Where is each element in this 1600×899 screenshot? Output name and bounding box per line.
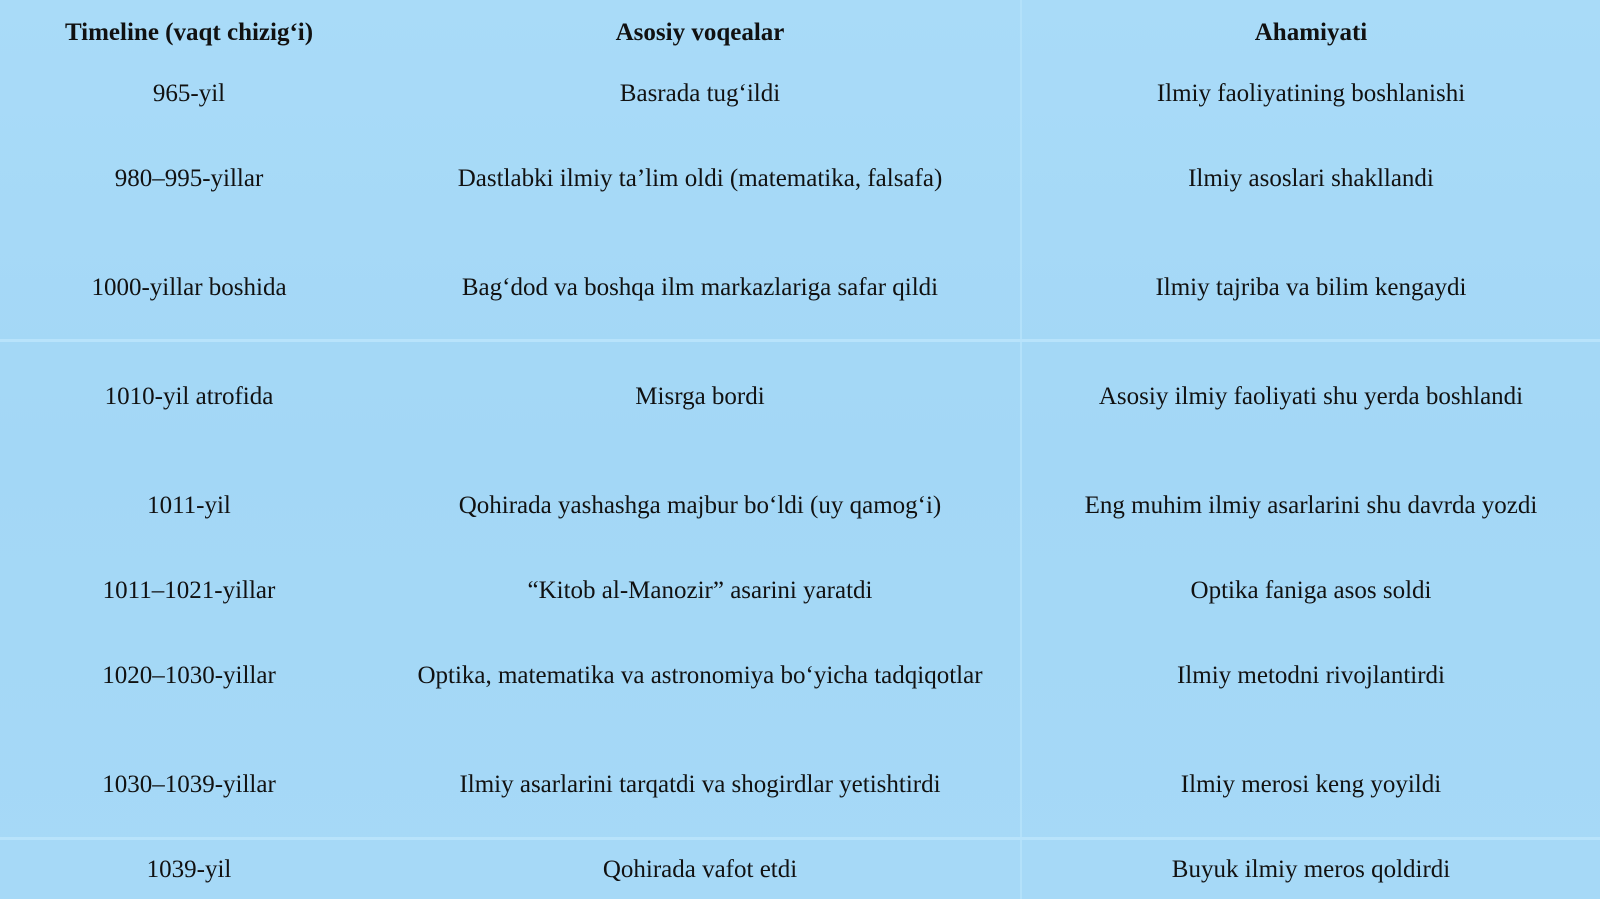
header-main-events: Asosiy voqealar bbox=[615, 19, 785, 46]
table-row-3-timeline: 1000-yillar boshida bbox=[91, 274, 287, 301]
column-divider bbox=[1020, 0, 1022, 899]
table-row-2-event: Dastlabki ilmiy ta’lim oldi (matematika, falsafa) bbox=[457, 165, 943, 192]
header-significance: Ahamiyati bbox=[1254, 19, 1368, 46]
table-row-5-significance: Eng muhim ilmiy asarlarini shu davrda yozdi bbox=[1084, 492, 1538, 519]
table-row-2-significance: Ilmiy asoslari shakllandi bbox=[1188, 165, 1434, 192]
table-row-1-significance: Ilmiy faoliyatining boshlanishi bbox=[1156, 80, 1466, 107]
table-row-9-timeline: 1039-yil bbox=[146, 856, 232, 883]
table-row-7-significance: Ilmiy metodni rivojlantirdi bbox=[1176, 662, 1446, 689]
table-row-5-timeline: 1011-yil bbox=[147, 492, 231, 519]
row-divider bbox=[0, 837, 1600, 840]
table-row-1-timeline: 965-yil bbox=[152, 80, 226, 107]
table-row-7-timeline: 1020–1030-yillar bbox=[102, 662, 276, 689]
table-row-9-significance: Buyuk ilmiy meros qoldirdi bbox=[1171, 856, 1451, 883]
table-row-8-event: Ilmiy asarlarini tarqatdi va shogirdlar yetishtirdi bbox=[459, 771, 941, 798]
table-row-6-timeline: 1011–1021-yillar bbox=[102, 577, 276, 604]
row-divider bbox=[0, 339, 1600, 342]
table-row-3-significance: Ilmiy tajriba va bilim kengaydi bbox=[1155, 274, 1467, 301]
table-row-1-event: Basrada tug‘ildi bbox=[619, 80, 781, 107]
table-row-4-timeline: 1010-yil atrofida bbox=[104, 383, 274, 410]
table-row-9-event: Qohirada vafot etdi bbox=[602, 856, 798, 883]
table-row-4-significance: Asosiy ilmiy faoliyati shu yerda boshlandi bbox=[1098, 383, 1524, 410]
table-row-8-timeline: 1030–1039-yillar bbox=[102, 771, 276, 798]
table-row-2-timeline: 980–995-yillar bbox=[114, 165, 264, 192]
table-row-6-event: “Kitob al-Manozir” asarini yaratdi bbox=[527, 577, 873, 604]
table-row-7-event: Optika, matematika va astronomiya bo‘yicha tadqiqotlar bbox=[417, 662, 983, 689]
table-row-6-significance: Optika faniga asos soldi bbox=[1190, 577, 1432, 604]
table-row-8-significance: Ilmiy merosi keng yoyildi bbox=[1180, 771, 1442, 798]
header-timeline: Timeline (vaqt chizig‘i) bbox=[64, 19, 314, 46]
table-row-3-event: Bag‘dod va boshqa ilm markazlariga safar qildi bbox=[461, 274, 939, 301]
table-row-4-event: Misrga bordi bbox=[635, 383, 765, 410]
table-row-5-event: Qohirada yashashga majbur bo‘ldi (uy qamog‘i) bbox=[458, 492, 942, 519]
